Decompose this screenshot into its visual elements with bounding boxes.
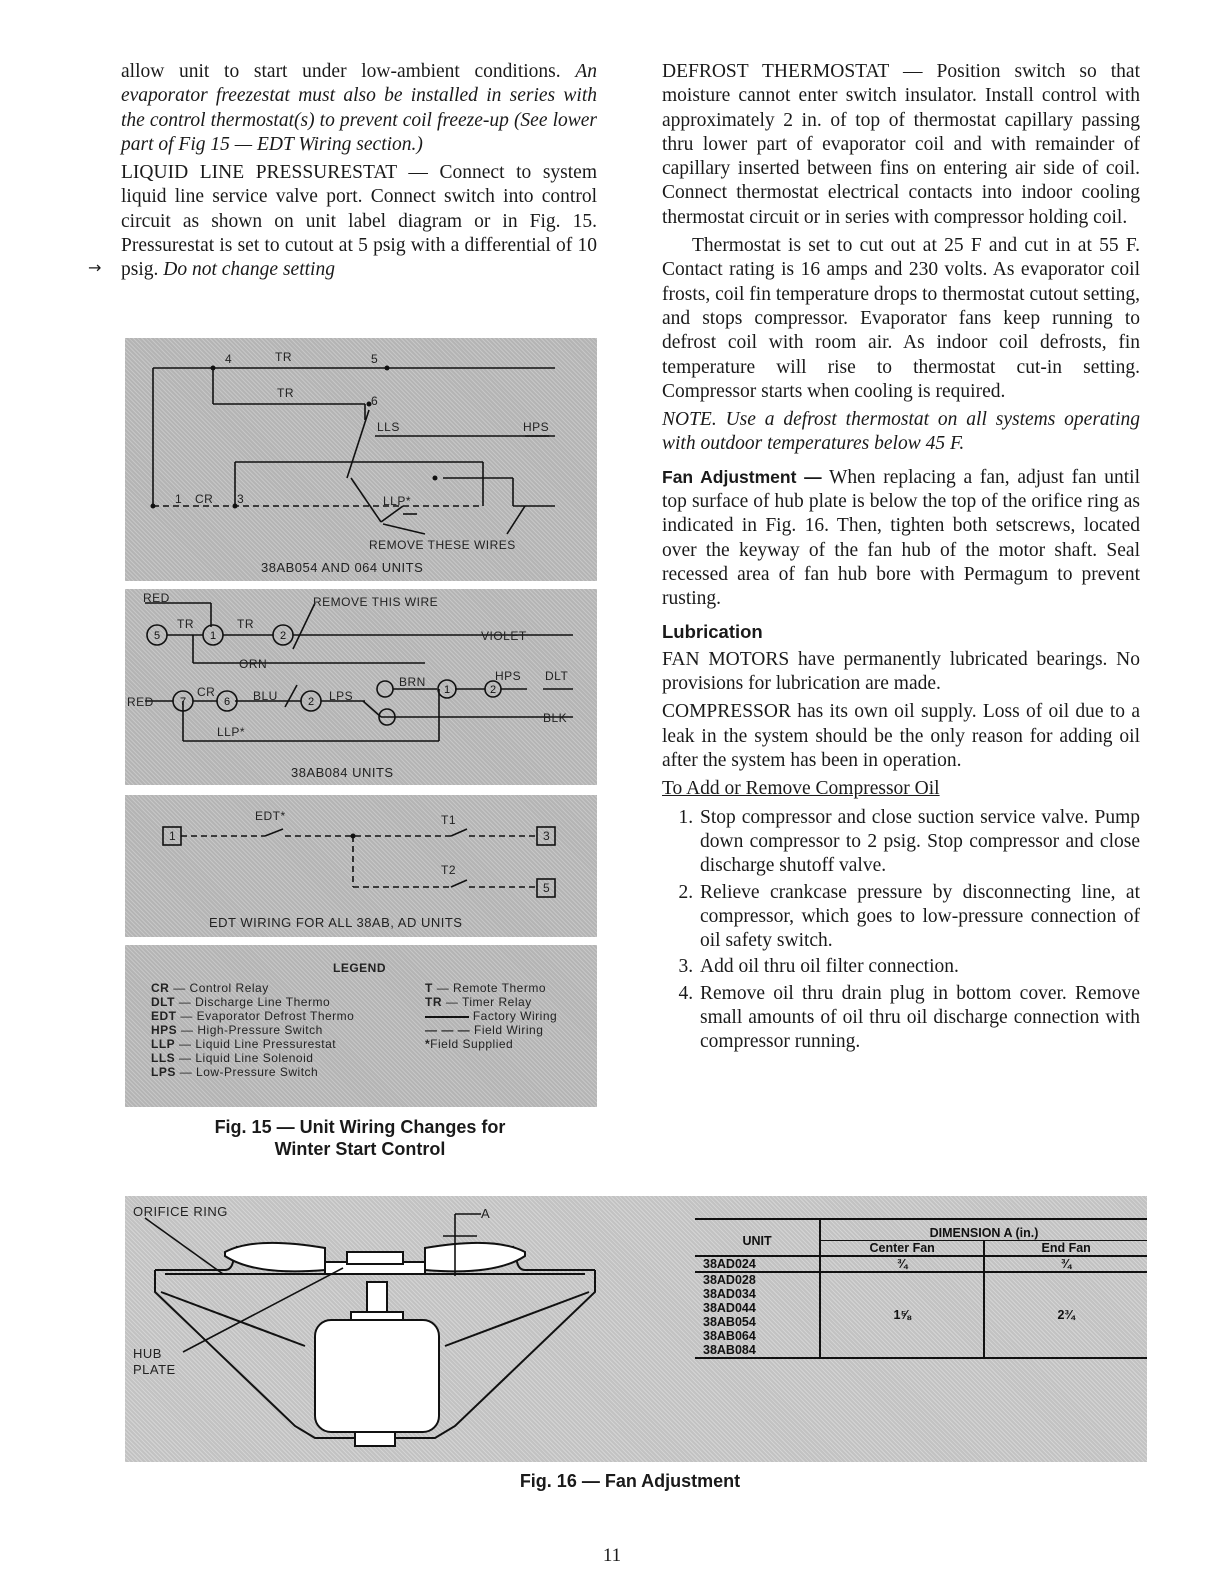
end-fan-cell: 2¾	[1057, 1308, 1075, 1322]
terminal-2: 2	[307, 696, 315, 708]
fig15-legend	[125, 945, 597, 1107]
fan-adjustment-paragraph	[662, 465, 1140, 612]
panel-title: 38AB084 UNITS	[291, 765, 394, 780]
legend-row: HPS — High-Pressure Switch	[151, 1023, 323, 1037]
fan-diagram	[125, 1196, 685, 1462]
wiring-diagram-1	[125, 338, 597, 581]
fig15-caption-line1: Fig. 15 — Unit Wiring Changes for	[214, 1117, 506, 1137]
liquid-line-pressurestat-paragraph	[121, 161, 597, 282]
margin-arrow-icon: →	[88, 258, 102, 277]
legend-row: T — Remote Thermo	[425, 981, 546, 995]
terminal-2: 2	[489, 684, 497, 696]
wire-label: BLU	[253, 689, 278, 703]
terminal-label: 5	[543, 881, 551, 895]
unit-cell: 38AB054	[695, 1315, 820, 1329]
end-fan-header: End Fan	[984, 1241, 1147, 1257]
wire-label: DLT	[545, 669, 569, 683]
remove-wires-label: REMOVE THESE WIRES	[369, 538, 516, 552]
left-column-text	[121, 60, 597, 287]
wire-label: RED	[143, 591, 170, 605]
remove-wire-label: REMOVE THIS WIRE	[313, 595, 439, 609]
end-fan-cell: ¾	[1060, 1257, 1072, 1271]
plate-label: PLATE	[133, 1362, 176, 1377]
wire-label: TR	[177, 617, 194, 631]
wire-label: 6	[371, 394, 379, 408]
oil-step: 2. Relieve crankcase pressure by disconnecting line, at compressor, which goes to low-pressure connection of oil safety switch.	[698, 881, 1140, 954]
compressor-paragraph: COMPRESSOR has its own oil supply. Loss of oil due to a leak in the system should be the only reason for adding oil after the system has been in operation.	[662, 701, 1140, 772]
wire-label: EDT*	[255, 809, 286, 823]
defrost-thermostat-paragraph	[662, 60, 1140, 230]
oil-steps-list	[662, 806, 1140, 1055]
low-ambient-paragraph	[121, 60, 597, 157]
terminal-1: 1	[443, 684, 451, 696]
oil-procedure-heading: To Add or Remove Compressor Oil	[662, 778, 940, 800]
wire-label: LLP*	[383, 494, 412, 508]
unit-cell: 38AD028	[695, 1272, 820, 1287]
pressurestat-body: Connect to system liquid line service valve port. Connect switch into control circuit as shown on unit label diagram or in Fig. 15. Pressurestat is set to cutout at 5 psig with a differential of 10 psig.	[121, 162, 598, 281]
defrost-heading: DEFROST THERMOSTAT —	[662, 61, 923, 82]
wiring-diagram-2	[125, 589, 597, 785]
legend-left-list	[151, 981, 354, 1079]
wire-label: 1	[175, 492, 183, 506]
defrost-note: NOTE. Use a defrost thermostat on all systems operating with outdoor temperatures below 45 F.	[662, 409, 1140, 455]
wire-label: ORN	[239, 657, 268, 671]
center-fan-header: Center Fan	[820, 1241, 984, 1257]
do-not-change-note: Do not change setting	[163, 259, 335, 281]
unit-cell: 38AB084	[695, 1343, 820, 1358]
legend-row: *Field Supplied	[425, 1037, 514, 1051]
terminal-6: 6	[223, 696, 231, 708]
wire-label: CR	[195, 492, 214, 506]
wire-label: VIOLET	[481, 629, 527, 643]
terminal-5: 5	[153, 630, 161, 642]
wire-label: LLP*	[217, 725, 246, 739]
panel-title: 38AB054 AND 064 UNITS	[261, 560, 424, 575]
oil-step: 4. Remove oil thru drain plug in bottom cover. Remove small amounts of oil thru oil discharge connection with compressor running.	[698, 982, 1140, 1055]
wire-label: T1	[441, 813, 457, 827]
unit-header: UNIT	[695, 1219, 820, 1256]
hub-label: HUB	[133, 1346, 162, 1361]
center-fan-cell: 1⅝	[820, 1272, 984, 1358]
wire-label: HPS	[523, 420, 550, 434]
terminal-label: 1	[169, 829, 177, 843]
legend-row: LLS — Liquid Line Solenoid	[151, 1051, 314, 1065]
terminal-2: 2	[279, 630, 287, 642]
legend-row: DLT — Discharge Line Thermo	[151, 995, 331, 1009]
fan-motors-paragraph: FAN MOTORS have permanently lubricated bearings. No provisions for lubrication are made.	[662, 648, 1140, 695]
wire-label: BRN	[399, 675, 426, 689]
unit-cell: 38AD034	[695, 1287, 820, 1301]
wire-label: T2	[441, 863, 457, 877]
right-column-text	[662, 60, 1140, 1057]
fig15-caption	[160, 1116, 560, 1160]
thermostat-setting-paragraph: Thermostat is set to cut out at 25 F and cut in at 55 F. Contact rating is 16 amps and 230 volts. As evaporator coil frosts, coil fin temperature drops to thermostat cutout setting, and stops compressor. Evaporator fans keep running to defrost coil with room air. As indoor coil defrosts, fin temperature will rise to thermostat cut-in setting. Compressor starts when cooling is required.	[662, 235, 1140, 402]
terminal-1: 1	[209, 630, 217, 642]
wire-label: HPS	[495, 669, 522, 683]
legend-row: LPS — Low-Pressure Switch	[151, 1065, 319, 1079]
fig15-caption-line2: Winter Start Control	[274, 1139, 446, 1159]
legend-row: LLP — Liquid Line Pressurestat	[151, 1037, 337, 1051]
legend-title: LEGEND	[333, 961, 387, 975]
wire-label: 3	[237, 492, 245, 506]
legend-row: TR — Timer Relay	[425, 995, 532, 1009]
dimension-header: DIMENSION A (in.)	[929, 1226, 1039, 1240]
unit-cell: 38AD024	[695, 1256, 820, 1272]
wire-label: RED	[127, 695, 154, 709]
dimension-a-label: A	[481, 1206, 491, 1221]
fan-adjustment-heading: Fan Adjustment —	[662, 466, 822, 487]
wire-label: BLK	[543, 711, 568, 725]
fig15-panel-38ab054-064	[125, 338, 597, 581]
fan-adjustment-body: When replacing a fan, adjust fan until top surface of hub plate is below the top of the orifice ring as indicated in Fig. 16. Then, tighten both setscrews, located over the keyway of the fan hub of the motor shaft. Seal recessed area of fan hub bore with Permagum to prevent rusting.	[662, 466, 1140, 610]
legend-row: EDT — Evaporator Defrost Thermo	[151, 1009, 355, 1023]
fig15-panel-38ab084	[125, 589, 597, 785]
wire-label: 5	[371, 352, 379, 366]
orifice-ring-label: ORIFICE RING	[133, 1204, 228, 1219]
page-number: 11	[602, 1545, 622, 1566]
lubrication-heading: Lubrication	[662, 620, 763, 642]
wire-label: TR	[275, 350, 292, 364]
legend-row: CR — Control Relay	[151, 981, 269, 995]
panel-title: EDT WIRING FOR ALL 38AB, AD UNITS	[209, 915, 463, 930]
unit-cell: 38AB064	[695, 1329, 820, 1343]
wire-label: TR	[277, 386, 294, 400]
pressurestat-heading: LIQUID LINE PRESSURESTAT —	[121, 162, 428, 184]
p1-lead: allow unit to start under low-ambient conditions.	[121, 61, 561, 82]
oil-step: 3. Add oil thru oil filter connection.	[698, 955, 1140, 979]
freezestat-note: An evaporator freezestat must also be installed in series with the control thermostat(s) to prevent coil freeze-up (See lower part of Fig 15 — EDT Wiring section.)	[121, 61, 598, 155]
wire-label: TR	[237, 617, 254, 631]
terminal-7: 7	[179, 696, 187, 708]
oil-step: 1. Stop compressor and close suction service valve. Pump down compressor to 2 psig. Stop compressor and close discharge shutoff valve.	[698, 806, 1140, 879]
fig15-panel-edt-wiring	[125, 795, 597, 937]
center-fan-cell: ¾	[820, 1256, 984, 1272]
unit-cell: 38AD044	[695, 1301, 820, 1315]
defrost-body: Position switch so that moisture cannot enter switch insulator. Install control with approximately 2 in. of top of thermostat capillary passing thru lower part of evaporator coil and with remainder of capillary inserted between fins on entering air side of coil. Connect thermostat electrical contacts into indoor cooling thermostat circuit or in series with compressor holding coil.	[662, 61, 1140, 228]
fig16-caption: Fig. 16 — Fan Adjustment	[519, 1471, 741, 1491]
legend-row: — — — Field Wiring	[425, 1023, 544, 1037]
dimension-table	[695, 1218, 1147, 1359]
wire-label: LLS	[377, 420, 400, 434]
wire-label: CR	[197, 685, 216, 699]
legend-row: Factory Wiring	[425, 1009, 557, 1023]
factory-wiring-line	[425, 1016, 469, 1018]
terminal-label: 3	[543, 829, 551, 843]
wire-label: 4	[225, 352, 233, 366]
wire-label: LPS	[329, 689, 354, 703]
fig16-fan-adjustment	[125, 1196, 1147, 1462]
legend-right-list	[425, 981, 557, 1051]
